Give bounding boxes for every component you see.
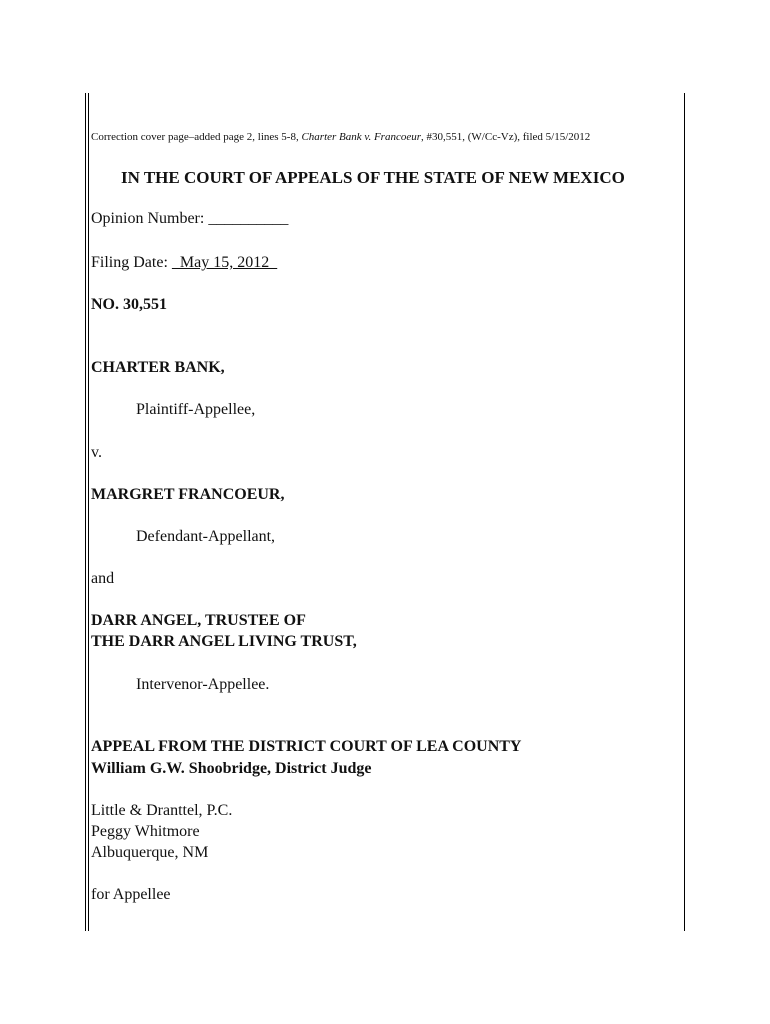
plaintiff-name: CHARTER BANK,	[91, 359, 225, 376]
correction-note-prefix: Correction cover page–added page 2, lines 5-8,	[91, 131, 302, 143]
counsel-for-party: for Appellee	[91, 886, 171, 903]
conjunction-text: and	[91, 570, 115, 587]
intervenor-name-line1: DARR ANGEL, TRUSTEE OF	[91, 612, 306, 629]
right-margin-rule	[684, 93, 685, 931]
filing-date	[91, 253, 277, 273]
counsel-city: Albuquerque, NM	[91, 844, 209, 861]
left-margin-rule	[85, 93, 86, 931]
versus-text: v.	[91, 444, 102, 461]
opinion-number-value: __________	[208, 210, 289, 227]
appeal-origin: APPEAL FROM THE DISTRICT COURT OF LEA COUNTY	[91, 738, 522, 755]
filing-date-label: Filing Date:	[91, 254, 168, 271]
counsel-firm: Little & Dranttel, P.C.	[91, 802, 233, 819]
defendant-name: MARGRET FRANCOEUR,	[91, 486, 285, 503]
correction-note-suffix: , #30,551, (W/Cc-Vz), filed 5/15/2012	[421, 131, 591, 143]
correction-note-case-name: Charter Bank v. Francoeur	[301, 131, 422, 143]
intervenor-role: Intervenor-Appellee.	[136, 676, 270, 693]
left-margin-rule-inner	[88, 93, 89, 931]
docket-number: NO. 30,551	[91, 296, 167, 313]
intervenor-name-line2: THE DARR ANGEL LIVING TRUST,	[91, 633, 357, 650]
opinion-number	[91, 209, 288, 229]
plaintiff-role: Plaintiff-Appellee,	[136, 401, 256, 418]
defendant-role: Defendant-Appellant,	[136, 528, 276, 545]
correction-note	[91, 129, 590, 145]
counsel-attorney: Peggy Whitmore	[91, 823, 200, 840]
court-title: IN THE COURT OF APPEALS OF THE STATE OF NEW MEXICO	[121, 168, 625, 187]
opinion-number-label: Opinion Number:	[91, 210, 205, 227]
district-judge: William G.W. Shoobridge, District Judge	[91, 760, 372, 777]
filing-date-value: May 15, 2012	[171, 254, 278, 271]
